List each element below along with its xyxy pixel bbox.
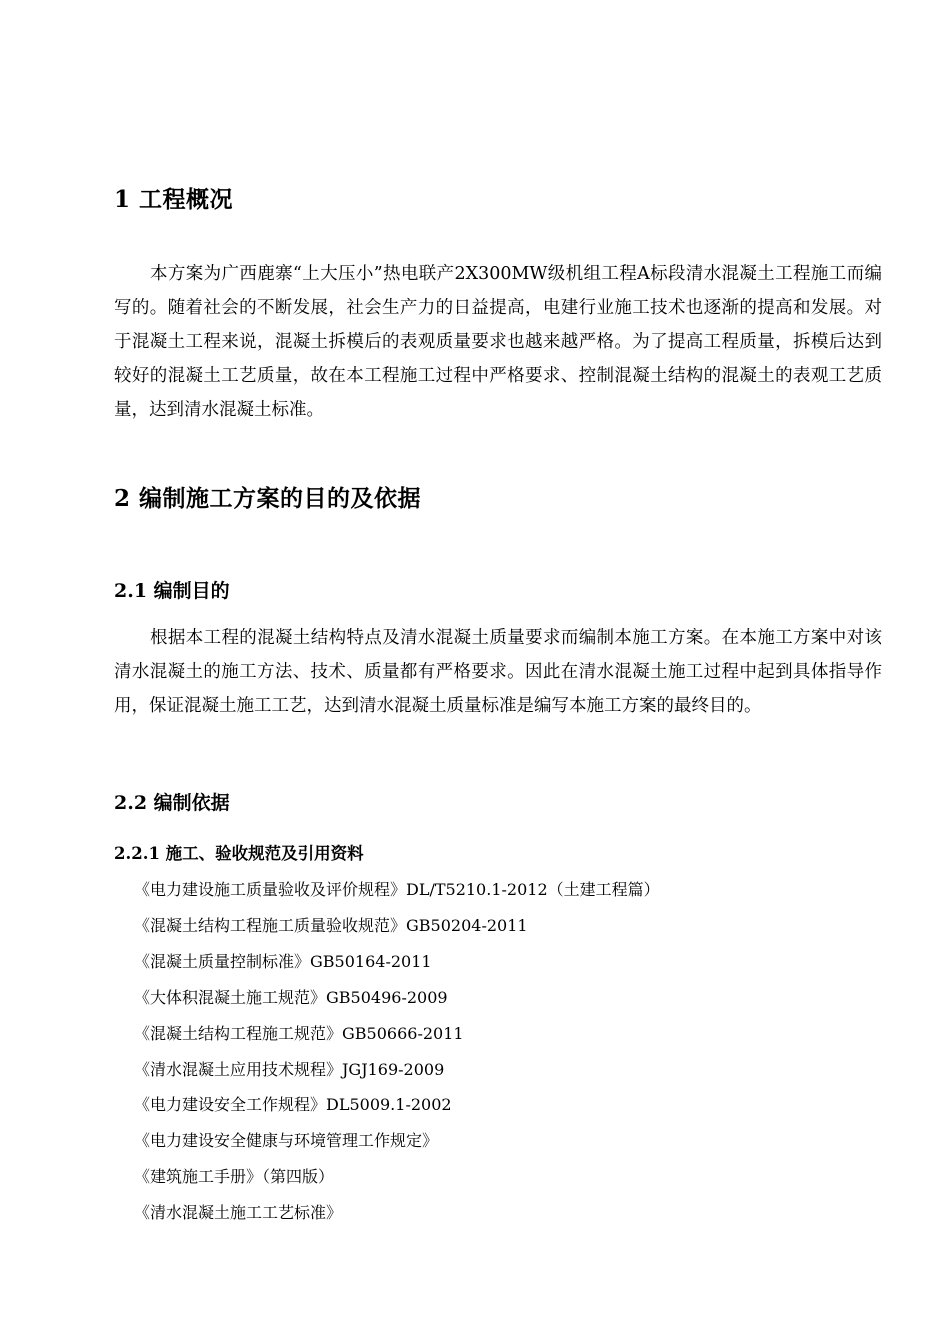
section-1-paragraph: 本方案为广西鹿寨“上大压小”热电联产2X300MW级机组工程A标段清水混凝土工程施工而编写的。随着社会的不断发展，社会生产力的日益提高，电建行业施工技术也逐渐的提高和发展。对于混凝土工程来说，混凝土拆模后的表观质量要求也越来越严格。为了提高工程质量，拆模后达到较好的混凝土工艺质量，故在本工程施工过程中严格要求、控制混凝土结构的混凝土的表观工艺质量，达到清水混凝土标准。 <box>114 264 882 420</box>
section-1-heading: 1 工程概况 <box>114 186 234 213</box>
reference-item: 《混凝土结构工程施工质量验收规范》GB50204-2011 <box>134 915 528 935</box>
reference-item: 《建筑施工手册》（第四版） <box>134 1167 335 1187</box>
reference-item: 《清水混凝土施工工艺标准》 <box>134 1203 343 1223</box>
reference-item: 《大体积混凝土施工规范》GB50496-2009 <box>134 987 448 1007</box>
reference-item: 《混凝土质量控制标准》GB50164-2011 <box>134 951 432 971</box>
reference-item: 《清水混凝土应用技术规程》JGJ169-2009 <box>134 1059 445 1079</box>
section-2-2-1-heading: 2.2.1 施工、验收规范及引用资料 <box>114 844 364 863</box>
reference-list <box>134 872 660 1231</box>
section-2-1-heading: 2.1 编制目的 <box>114 580 230 602</box>
section-2-1-paragraph: 根据本工程的混凝土结构特点及清水混凝土质量要求而编制本施工方案。在本施工方案中对该清水混凝土的施工方法、技术、质量都有严格要求。因此在清水混凝土施工过程中起到具体指导作用，保证混凝土施工工艺，达到清水混凝土质量标准是编写本施工方案的最终目的。 <box>114 628 882 716</box>
reference-item: 《电力建设安全工作规程》DL5009.1-2002 <box>134 1095 452 1115</box>
section-2-2-heading: 2.2 编制依据 <box>114 792 230 814</box>
reference-item: 《电力建设施工质量验收及评价规程》DL/T5210.1-2012（土建工程篇） <box>134 880 660 899</box>
reference-item: 《混凝土结构工程施工规范》GB50666-2011 <box>134 1023 464 1043</box>
section-2-heading: 2 编制施工方案的目的及依据 <box>114 485 422 512</box>
reference-item: 《电力建设安全健康与环境管理工作规定》 <box>134 1131 439 1151</box>
